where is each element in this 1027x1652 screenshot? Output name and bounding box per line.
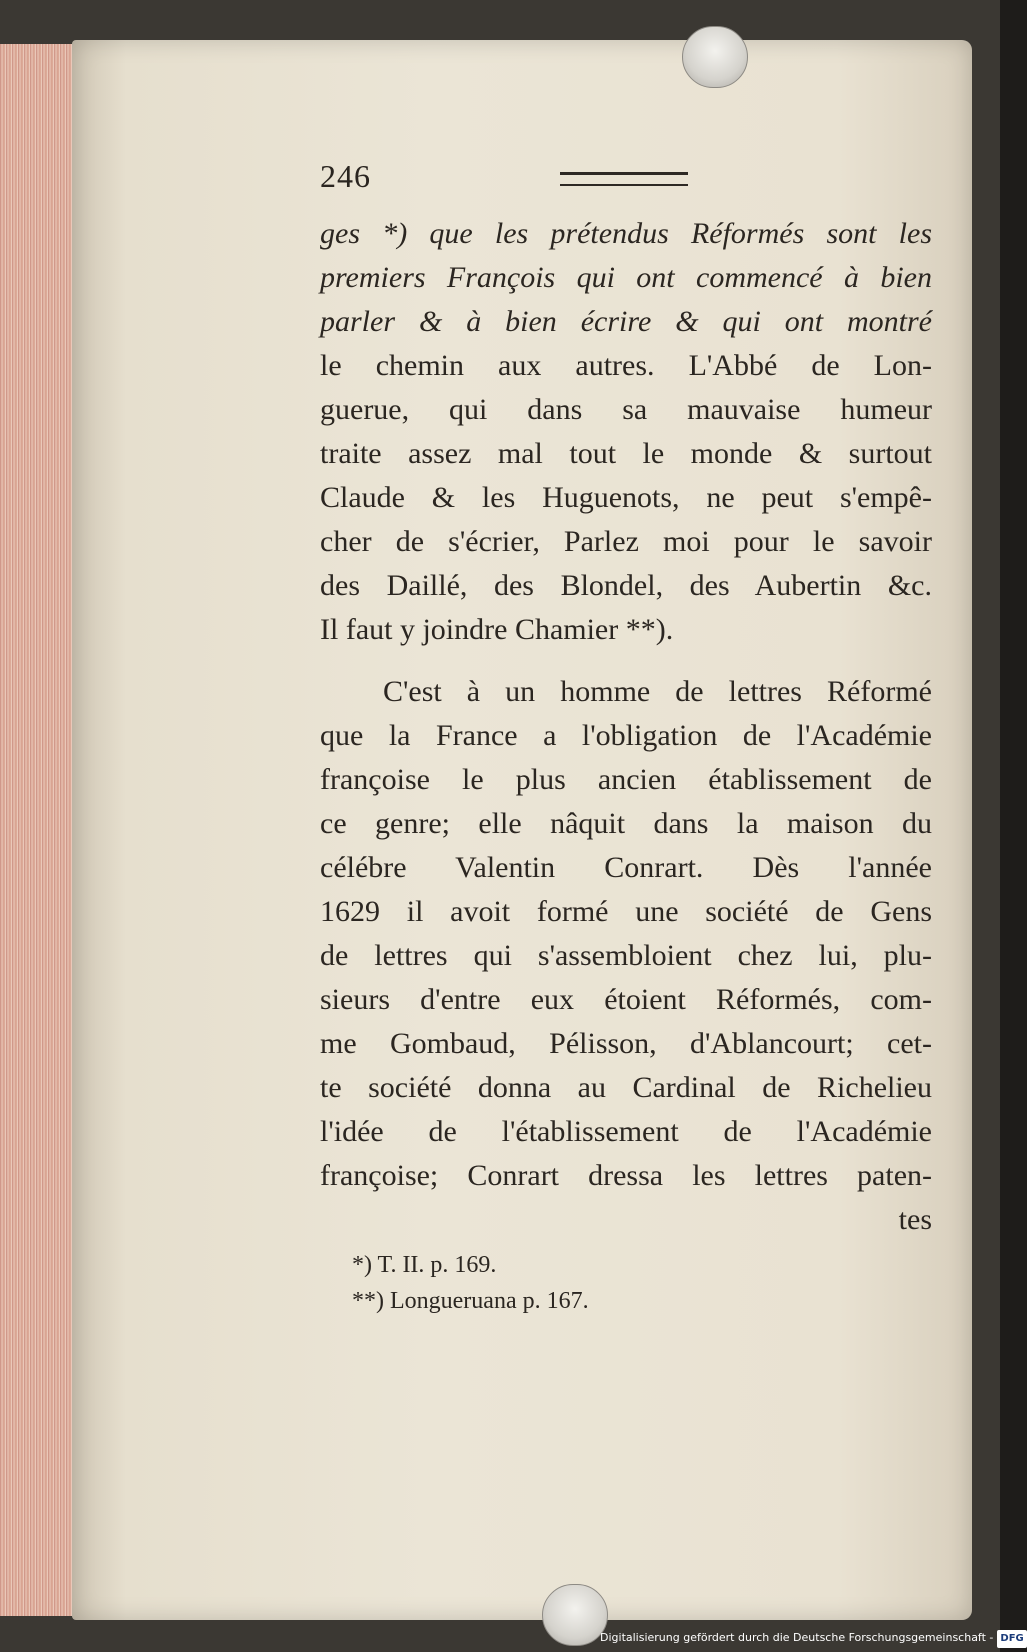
text-line: ce genre; elle nâquit dans la maison du (320, 807, 932, 840)
text-line: Il faut y joindre Chamier **). (320, 613, 674, 646)
text-line: te société donna au Cardinal de Richelieu (320, 1071, 932, 1104)
header-ornament-rule (560, 172, 688, 186)
text-line: C'est à un homme de lettres Réformé (383, 675, 932, 708)
text-line: que la France a l'obligation de l'Académie (320, 719, 932, 752)
text-line: de lettres qui s'assembloient chez lui, plu- (320, 939, 932, 972)
text-line: françoise; Conrart dressa les lettres paten- (320, 1159, 932, 1192)
text-line: l'idée de l'établissement de l'Académie (320, 1115, 932, 1148)
text-line: 1629 il avoit formé une société de Gens (320, 895, 932, 928)
dfg-logo: DFG (997, 1630, 1026, 1648)
text-line: le chemin aux autres. L'Abbé de Lon- (320, 349, 932, 382)
text-line: guerue, qui dans sa mauvaise humeur (320, 393, 932, 426)
text-line: ges *) que les prétendus Réformés sont les (320, 217, 932, 250)
text-line: premiers François qui ont commencé à bien (320, 261, 932, 294)
text-line: célébre Valentin Conrart. Dès l'année (320, 851, 932, 884)
text-line: des Daillé, des Blondel, des Aubertin &c. (320, 569, 932, 602)
footnote: **) Longueruana p. 167. (352, 1288, 589, 1314)
page-holder-clip-top (682, 26, 748, 88)
page-number: 246 (320, 158, 371, 194)
text-line: cher de s'écrier, Parlez moi pour le savoir (320, 525, 932, 558)
footnote: *) T. II. p. 169. (352, 1252, 497, 1278)
text-line: françoise le plus ancien établissement de (320, 763, 932, 796)
text-line: traite assez mal tout le monde & surtout (320, 437, 932, 470)
text-line: me Gombaud, Pélisson, d'Ablancourt; cet- (320, 1027, 932, 1060)
book-fore-edge (0, 44, 74, 1616)
catchword: tes (898, 1203, 932, 1236)
page-holder-clip-bottom (542, 1584, 608, 1646)
digitization-credit (600, 1629, 1024, 1647)
text-line: Claude & les Huguenots, ne peut s'empê- (320, 481, 932, 514)
text-line: parler & à bien écrire & qui ont montré (320, 305, 932, 338)
credit-text: Digitalisierung gefördert durch die Deutsche Forschungsgemeinschaft - (600, 1631, 994, 1644)
text-line: sieurs d'entre eux étoient Réformés, com- (320, 983, 932, 1016)
